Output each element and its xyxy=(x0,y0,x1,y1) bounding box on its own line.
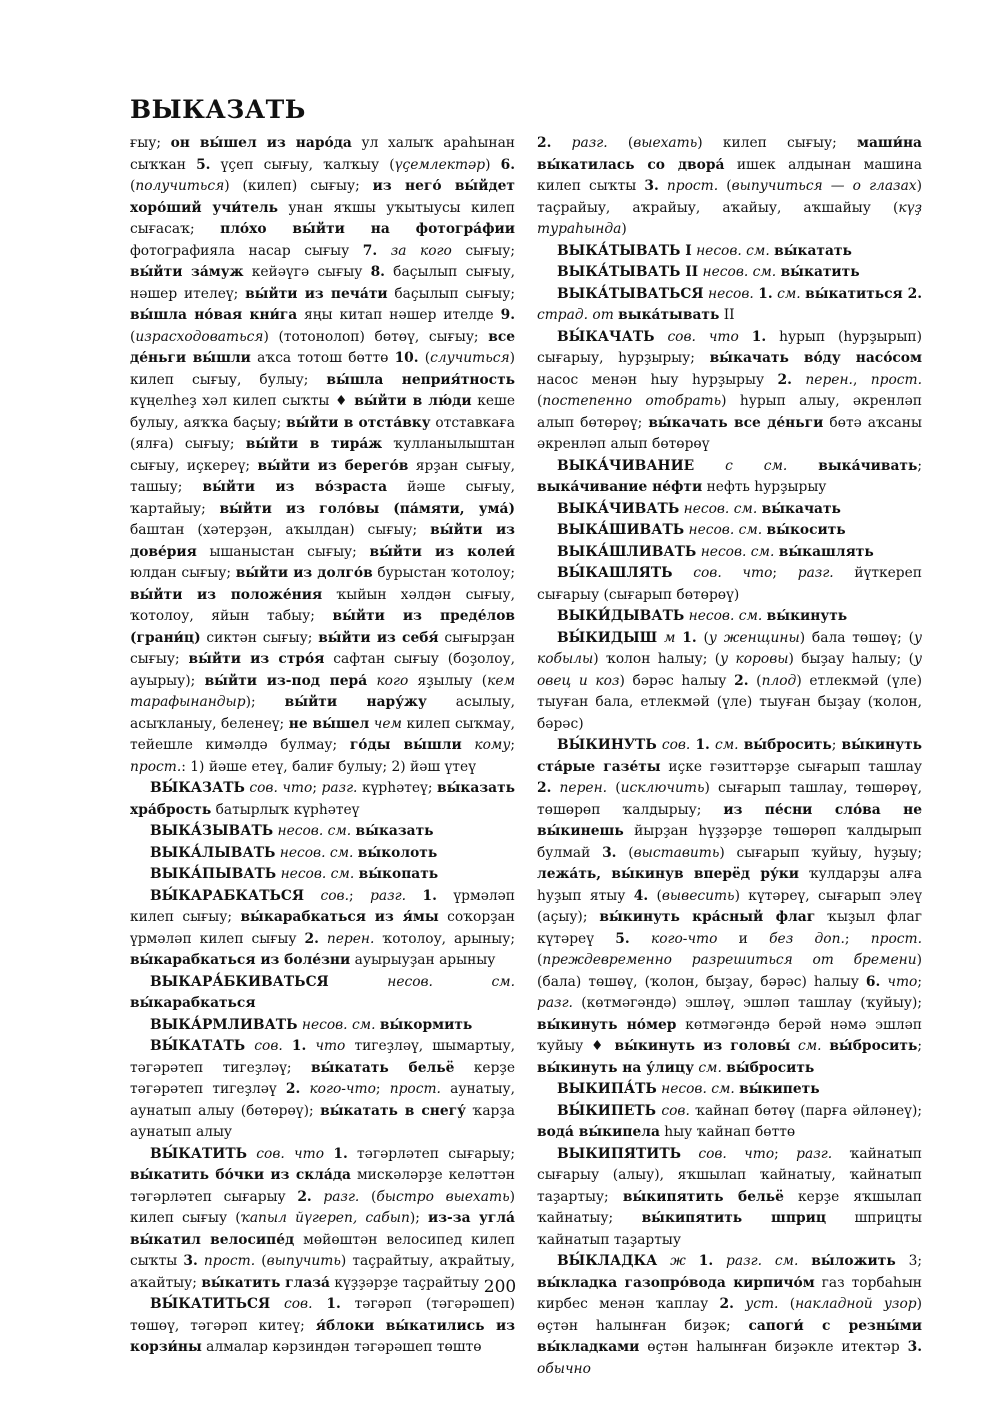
dictionary-entry: ВЫ́КИДЫШ м 1. (у женщины) бала төшөү; (у кобылы) ҡолон һалыу; (у коровы) быҙау һалыу; (у овец и коз) бәрәс һалыу 2. (плод) етлекмәй (үле) тыуған бала, етлекмәй (үле) тыуған быҙау (ҡолон, бәрәс) xyxy=(537,629,922,732)
dictionary-entry: ВЫКА́ПЫВАТЬ несов. см. вы́копать xyxy=(150,866,439,882)
dictionary-entry: ВЫКА́ТЫВАТЬСЯ несов. 1. см. вы́катиться 2. страд. от выка́тывать II xyxy=(537,285,923,323)
dictionary-entry: ВЫ́КЛАДКА ж 1. разг. см. вы́ложить 3; вы́кладка газопро́вода кирпичо́м газ торбаһын кирбес менән ҡаплау 2. уст. (накладной узор) өҫтән һалынған биҙәк; сапоги́ с резны́ми вы́кладками өҫтән һалынған биҙәкле итектәр 3. обычно xyxy=(537,1253,922,1377)
page-number: 200 xyxy=(483,1277,517,1297)
dictionary-entry: ВЫКИПА́ТЬ несов. см. вы́кипеть xyxy=(557,1081,820,1097)
running-head: ВЫКАЗАТЬ xyxy=(130,95,306,124)
dictionary-entry: ВЫ́КАТИТЬСЯ сов. 1. тәгәрәп (тәгәрәшеп) төшөү, тәгәрәп китеү; я́блоки вы́катились из корзи́ны алмалар кәрзиндән тәгәрәшеп төштө xyxy=(130,1296,516,1355)
dictionary-entry: ВЫКА́ТЫВАТЬ II несов. см. вы́катить xyxy=(557,264,860,280)
dictionary-entry: ВЫКА́ШЛИВАТЬ несов. см. вы́кашлять xyxy=(557,543,874,560)
dictionary-entry: ВЫКА́РМЛИВАТЬ несов. см. вы́кормить xyxy=(150,1016,473,1033)
dictionary-entry: 2. разг. (выехать) килеп сығыу; маши́на вы́катилась со двора́ ишек алдынан машина килеп сыҡты 3. прост. (выпучиться — о глазах) таҫрайыу, аҡрайыу, аҡайыу, аҡшайыу (күҙ тураһында) xyxy=(537,135,922,237)
dictionary-entry: ВЫКА́ШИВАТЬ несов. см. вы́косить xyxy=(557,522,846,538)
dictionary-entry: ВЫКА́ЧИВАНИЕ с см. выка́чивать; выка́чивание не́фти нефть һурҙырыу xyxy=(537,457,922,495)
dictionary-entry: ВЫКА́ЧИВАТЬ несов. см. вы́качать xyxy=(557,500,841,517)
dictionary-entry: ВЫ́КИНУТЬ сов. 1. см. вы́бросить; вы́кинуть ста́рые газе́ты иҫке гәзиттәрҙе сығарып ташлау 2. перен. (исключить) сығарып ташлау, төшөрөү, төшөрөп ҡалдырыу; из пе́сни сло́ва не вы́кинешь йырҙан һүҙҙәрҙе төшөрөп ҡалдырып булмай 3. (выставить) сығарып ҡуйыу, һуҙыу; лежа́ть, вы́кинув вперёд ру́ки ҡулдарҙы алға һуҙып ятыу 4. (вывесить) күтәреү, сығарып элеү (аҫыу); вы́кинуть кра́сный флаг ҡыҙыл флаг күтәреү 5. кого-что и без доп.; прост. (преждевременно разрешиться от бремени) (бала) төшөү, (ҡолон, быҙау, бәрәс) һалыу 6. что; разг. (көтмәгәндә) эшләү, эшләп ташлау (ҡуйыу); вы́кинуть но́мер көтмәгәндә берәй нәмә эшләп ҡуйыу ♦ вы́кинуть из головы́ см. вы́бросить; вы́кинуть на у́лицу см. вы́бросить xyxy=(537,737,923,1076)
dictionary-entry: ВЫКА́ТЫВАТЬ I несов. см. вы́катать xyxy=(557,242,852,259)
dictionary-entry: ВЫ́КАШЛЯТЬ сов. что; разг. йүткереп сығарыу (сығарып бөтөрөү) xyxy=(537,565,922,603)
dictionary-entry: ғыу; он вы́шел из наро́да ул халыҡ араһынан сыҡҡан 5. үҫеп сығыу, ҡалҡыу (үҫемлектәр) 6. (получиться) (килеп) сығыу; из него́ вы́йдет хоро́ший учи́тель унан яҡшы уҡытыусы килеп сығасаҡ; пло́хо вы́йти на фотогра́фии фотографияла насар сығыу 7. за кого сығыу; вы́йти за́муж кейәүгә сығыу 8. баҫылып сығыу, нәшер ителеү; вы́йти из печа́ти баҫылып сығыу; вы́шла но́вая кни́га яңы китап нәшер ителде 9. (израсходоваться) (тотонолоп) бөтөү, сығыу; все де́ньги вы́шли аҡса тотош бөттө 10. (случиться) килеп сығыу, булыу; вы́шла неприя́тность күңелһеҙ хәл килеп сыҡты ♦ вы́йти в лю́ди кеше булыу, аяҡҡа баҫыу; вы́йти в отста́вку отставкаға (ялға) сығыу; вы́йти в тира́ж ҡулланылыштан сығыу, иҫкереү; вы́йти из берего́в ярҙан сығыу, ташыу; вы́йти из во́зраста йәше сығыу, ҡартайыу; вы́йти из голо́вы (па́мяти, ума́) баштан (хәтерҙән, аҡылдан) сығыу; вы́йти из дове́рия ышаныстан сығыу; вы́йти из колеи́ юлдан сығыу; вы́йти из долго́в бурыстан ҡотолоу; вы́йти из положе́ния ҡыйын хәлдән сығыу, ҡотолоу, яйын табыу; вы́йти из преде́лов (грани́ц) сиктән сығыу; вы́йти из себя́ сығырҙан сығыу; вы́йти из стро́я сафтан сығыу (боҙолоу, ауырыу); вы́йти из-под пера́ кого яҙылыу (кем тарафынандыр); вы́йти нару́жу асылыу, асыҡланыу, беленеү; не вы́шел чем килеп сыҡмау, тейешле кимәлдә булмау; го́ды вы́шли кому; прост.: 1) йәше етеү, балиғ булыу; 2) йәш үтеү xyxy=(130,135,516,775)
right-column xyxy=(537,133,923,1377)
dictionary-entry: ВЫКАРА́БКИВАТЬСЯ несов. см. вы́карабкаться xyxy=(130,973,515,1011)
dictionary-entry: ВЫКА́ЛЫВАТЬ несов. см. вы́колоть xyxy=(150,844,438,861)
dictionary-entry: ВЫ́КАТАТЬ сов. 1. что тигеҙләү, шымартыу, тәгәрәтеп тигеҙләү; вы́катать бельё керҙе тәгәрәтеп тигеҙләү 2. кого-что; прост. аунатыу, аунатып алыу (бөтөрөү); вы́катать в снегу́ ҡарҙа аунатып алыу xyxy=(130,1038,516,1140)
dictionary-entry: ВЫКА́ЗЫВАТЬ несов. см. вы́казать xyxy=(150,823,434,839)
dictionary-entry: ВЫКИ́ДЫВАТЬ несов. см. вы́кинуть xyxy=(557,608,848,624)
dictionary-entry: ВЫКИПЯТИТЬ сов. что; разг. ҡайнатып сығарыу (алыу), яҡшылап ҡайнатыу, ҡайнатып таҙартыу; вы́кипятить бельё керҙе яҡшылап ҡайнатыу; вы́кипятить шприц шприцты ҡайнатып таҙартыу xyxy=(537,1145,923,1248)
dictionary-entry: ВЫ́КАЗАТЬ сов. что; разг. күрһәтеү; вы́казать хра́брость батырлыҡ күрһәтеү xyxy=(130,780,515,818)
dictionary-entry: ВЫ́КАТИТЬ сов. что 1. тәгәрләтеп сығарыу; вы́катить бо́чки из скла́да мискәләрҙе келәттән тәгәрләтеп сығарыу 2. разг. (быстро выехать) килеп сығыу (ҡапыл йүгереп, сабып); из-за угла́ вы́катил велосипе́д мөйөштән велосипед килеп сыҡты 3. прост. (выпучить) таҫрайтыу, аҡрайтыу, аҡайтыу; вы́катить глаза́ күҙҙәрҙе таҫрайтыу xyxy=(130,1145,516,1291)
dictionary-entry: ВЫ́КАРАБКАТЬСЯ сов.; разг. 1. үрмәләп килеп сығыу; вы́карабкаться из я́мы соҡорҙан үрмәләп килеп сығыу 2. перен. ҡотолоу, арыныу; вы́карабкаться из боле́зни ауырыуҙан арыныу xyxy=(130,887,516,968)
dictionary-entry: ВЫ́КАЧАТЬ сов. что 1. һурып (һурҙырып) сығарыу, һурҙырыу; вы́качать во́ду насо́сом насос менән һыу һурҙырыу 2. перен., прост. (постепенно отобрать) һурып алыу, әкренләп алып бөтөрөү; вы́качать все де́ньги бөтә аҡсаны әкренләп алып бөтөрөү xyxy=(537,328,923,452)
dictionary-entry: ВЫ́КИПЕТЬ сов. ҡайнап бөтөү (парға әйләнеү); вода́ вы́кипела һыу ҡайнап бөттө xyxy=(537,1102,922,1140)
